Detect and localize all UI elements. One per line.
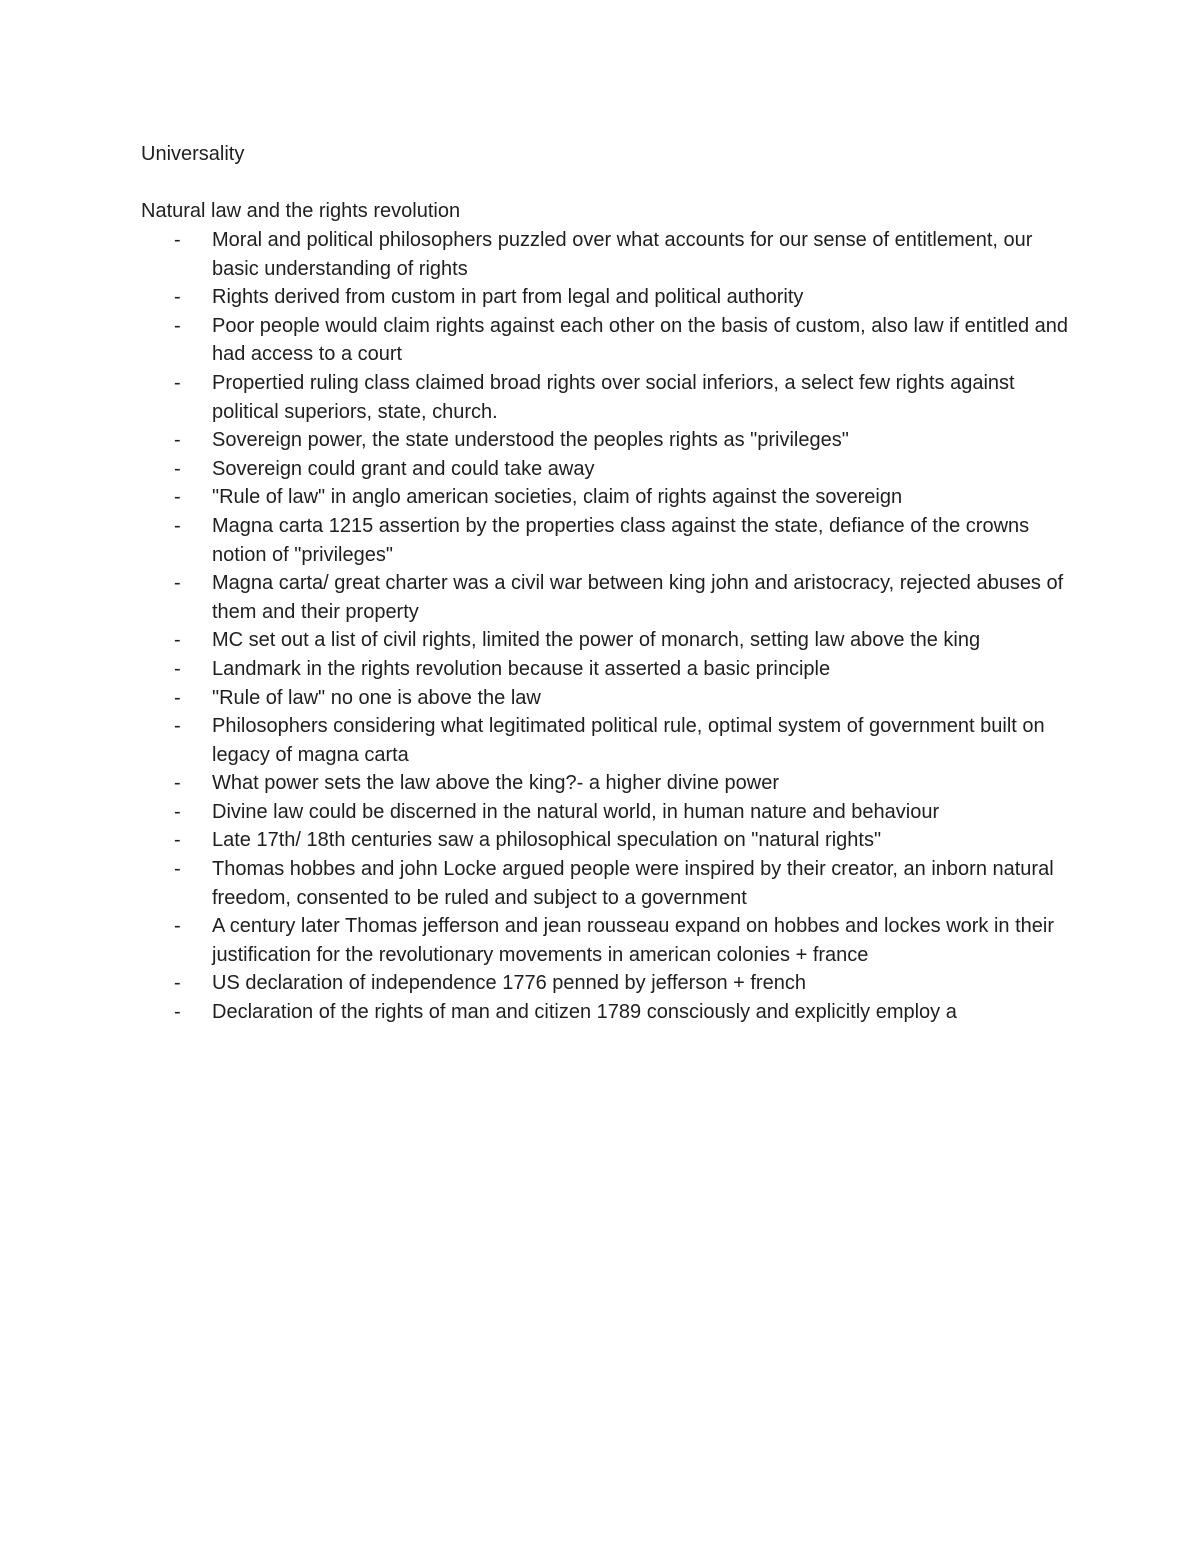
list-item — [141, 712, 1071, 769]
dash-bullet-icon: - — [174, 1001, 181, 1024]
list-item-text: A century later Thomas jefferson and jean rousseau expand on hobbes and lockes work in their justification for the revolutionary movements in american colonies + france — [212, 915, 1055, 966]
dash-bullet-icon: - — [174, 858, 181, 881]
list-item — [141, 483, 1071, 512]
list-item — [141, 226, 1071, 283]
list-item-text: Late 17th/ 18th centuries saw a philosophical speculation on "natural rights" — [212, 829, 882, 852]
list-item — [141, 369, 1071, 426]
dash-bullet-icon: - — [174, 286, 181, 309]
bullet-list — [141, 226, 1071, 1027]
list-item-text: Poor people would claim rights against each other on the basis of custom, also law if entitled and had access to a court — [212, 314, 1069, 366]
list-item — [141, 769, 1071, 798]
list-item — [141, 684, 1071, 713]
list-item — [141, 569, 1071, 626]
dash-bullet-icon: - — [174, 371, 181, 394]
dash-bullet-icon: - — [174, 972, 181, 995]
dash-bullet-icon: - — [174, 715, 181, 738]
dash-bullet-icon: - — [174, 829, 181, 852]
dash-bullet-icon: - — [174, 457, 181, 480]
list-item-text: Philosophers considering what legitimated political rule, optimal system of government built on legacy of magna carta — [212, 715, 1045, 766]
list-item-text: Propertied ruling class claimed broad rights over social inferiors, a select few rights against political superiors, state, church. — [212, 371, 1015, 423]
list-item-text: Sovereign could grant and could take away — [212, 457, 595, 480]
list-item — [141, 426, 1071, 455]
list-item-text: Divine law could be discerned in the natural world, in human nature and behaviour — [212, 800, 940, 823]
list-item-text: Landmark in the rights revolution because it asserted a basic principle — [212, 657, 831, 680]
list-item — [141, 655, 1071, 684]
dash-bullet-icon: - — [174, 915, 181, 938]
dash-bullet-icon: - — [174, 800, 181, 823]
list-item-text: "Rule of law" in anglo american societies, claim of rights against the sovereign — [212, 486, 903, 509]
dash-bullet-icon: - — [174, 429, 181, 452]
dash-bullet-icon: - — [174, 772, 181, 795]
section-heading: Natural law and the rights revolution — [141, 200, 461, 222]
list-item — [141, 455, 1071, 484]
list-item — [141, 798, 1071, 827]
list-item — [141, 826, 1071, 855]
list-item — [141, 283, 1071, 312]
dash-bullet-icon: - — [174, 229, 181, 251]
list-item — [141, 312, 1071, 369]
dash-bullet-icon: - — [174, 314, 181, 337]
dash-bullet-icon: - — [174, 572, 181, 595]
list-item — [141, 998, 1071, 1027]
dash-bullet-icon: - — [174, 514, 181, 537]
dash-bullet-icon: - — [174, 686, 181, 709]
dash-bullet-icon: - — [174, 657, 181, 680]
list-item-text: Magna carta 1215 assertion by the properties class against the state, defiance of the crowns notion of "privileges" — [212, 514, 1030, 566]
list-item-text: Thomas hobbes and john Locke argued people were inspired by their creator, an inborn natural freedom, consented to be ruled and subject to a government — [212, 858, 1054, 909]
list-item-text: Magna carta/ great charter was a civil war between king john and aristocracy, rejected abuses of them and their property — [212, 572, 1064, 623]
list-item-text: Sovereign power, the state understood the peoples rights as "privileges" — [212, 429, 849, 452]
list-item — [141, 912, 1071, 969]
list-item — [141, 969, 1071, 998]
list-item-text: Moral and political philosophers puzzled over what accounts for our sense of entitlement, our basic understanding of rights — [212, 229, 1033, 280]
list-item — [141, 626, 1071, 655]
list-item-text: MC set out a list of civil rights, limited the power of monarch, setting law above the king — [212, 629, 981, 652]
dash-bullet-icon: - — [174, 629, 181, 652]
list-item-text: What power sets the law above the king?- a higher divine power — [212, 772, 779, 795]
dash-bullet-icon: - — [174, 486, 181, 509]
list-item-text: US declaration of independence 1776 penned by jefferson + french — [212, 972, 806, 995]
list-item-text: "Rule of law" no one is above the law — [212, 686, 541, 709]
list-item-text: Declaration of the rights of man and citizen 1789 consciously and explicitly employ a — [212, 1001, 957, 1024]
document-title: Universality — [141, 143, 245, 165]
list-item — [141, 855, 1071, 912]
list-item-text: Rights derived from custom in part from legal and political authority — [212, 286, 804, 309]
list-item — [141, 512, 1071, 569]
